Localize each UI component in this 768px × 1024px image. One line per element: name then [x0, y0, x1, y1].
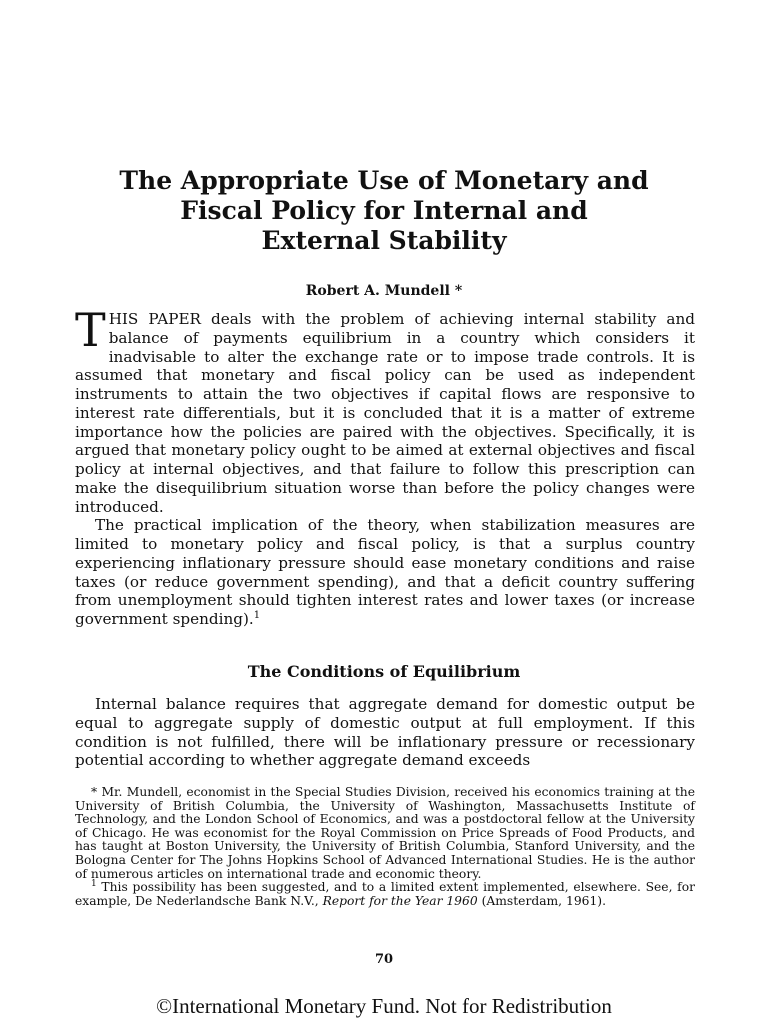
footnote-1-report-title: Report for the Year 1960 — [322, 893, 478, 908]
footnote-1-end: (Amsterdam, 1961). — [481, 893, 607, 908]
footnote-1-mark: 1 — [91, 879, 97, 890]
footnote-1 — [75, 881, 695, 908]
abstract-paragraph-2-text: The practical implication of the theory, when stabilization measures are limited to monetary policy and fiscal policy, is that a surplus country experiencing inflationary pressure should ease monetary conditions and raise taxes (or reduce government spending), and that a deficit country suffering from unemployment should tighten interest rates and lower taxes (or increase government spending). — [75, 516, 695, 628]
copyright-notice: ©International Monetary Fund. Not for Redistribution — [156, 994, 612, 1018]
section-heading: The Conditions of Equilibrium — [247, 662, 521, 681]
footnote-1-text: This possibility has been suggested, and to a limited extent implemented, elsewhere. See, for example, De Nederlandsche Bank N.V., — [75, 880, 695, 908]
drop-cap: T — [75, 303, 106, 357]
footnote-author — [75, 786, 695, 881]
footnotes — [75, 786, 695, 908]
title-line-1: The Appropriate Use of Monetary and — [119, 166, 649, 195]
abstract-paragraph-1 — [75, 303, 695, 516]
page-number: 70 — [374, 952, 394, 967]
section-body — [75, 695, 695, 770]
footnote-author-text: Mr. Mundell, economist in the Special Studies Division, received his economics training at the University of British Columbia, the University of Washington, Massachusetts Institute of Technology, and the London School of Economics, and was a postdoctoral fellow at the University of Chicago. He was economist for the Royal Commission on Price Spreads of Food Products, and has taught at Boston University, the University of British Columbia, Stanford University, and the Bologna Center for The Johns Hopkins School of Advanced International Studies. He is the author of numerous articles on international trade and economic theory. — [75, 785, 695, 881]
paper-title — [60, 166, 708, 256]
section-paragraph-1: Internal balance requires that aggregate demand for domestic output be equal to aggregate supply of domestic output at full employment. If this condition is not fulfilled, there will be inflationary pressure or recessionary potential according to whether aggregate demand exceeds — [75, 695, 695, 770]
author-name: Robert A. Mundell * — [305, 283, 463, 299]
abstract-paragraph-1-text: HIS PAPER deals with the problem of achieving internal stability and balance of payments equilibrium in a country which considers it inadvisable to alter the exchange rate or to impose trade controls. It is assumed that monetary and fiscal policy can be used as independent instruments to attain the two objectives if capital flows are responsive to interest rate differentials, but it is concluded that it is a matter of extreme importance how the policies are paired with the objectives. Specifically, it is argued that monetary policy ought to be aimed at external objectives and fiscal policy at internal objectives, and that failure to follow this prescription can make the disequilibrium situation worse than before the policy changes were introduced. — [75, 310, 695, 516]
footnote-reference[interactable]: 1 — [253, 609, 261, 621]
title-line-3: External Stability — [261, 226, 507, 255]
abstract — [75, 303, 695, 629]
title-line-2: Fiscal Policy for Internal and — [180, 196, 588, 225]
footnote-star-mark: * — [91, 785, 98, 799]
abstract-paragraph-2 — [75, 516, 695, 629]
